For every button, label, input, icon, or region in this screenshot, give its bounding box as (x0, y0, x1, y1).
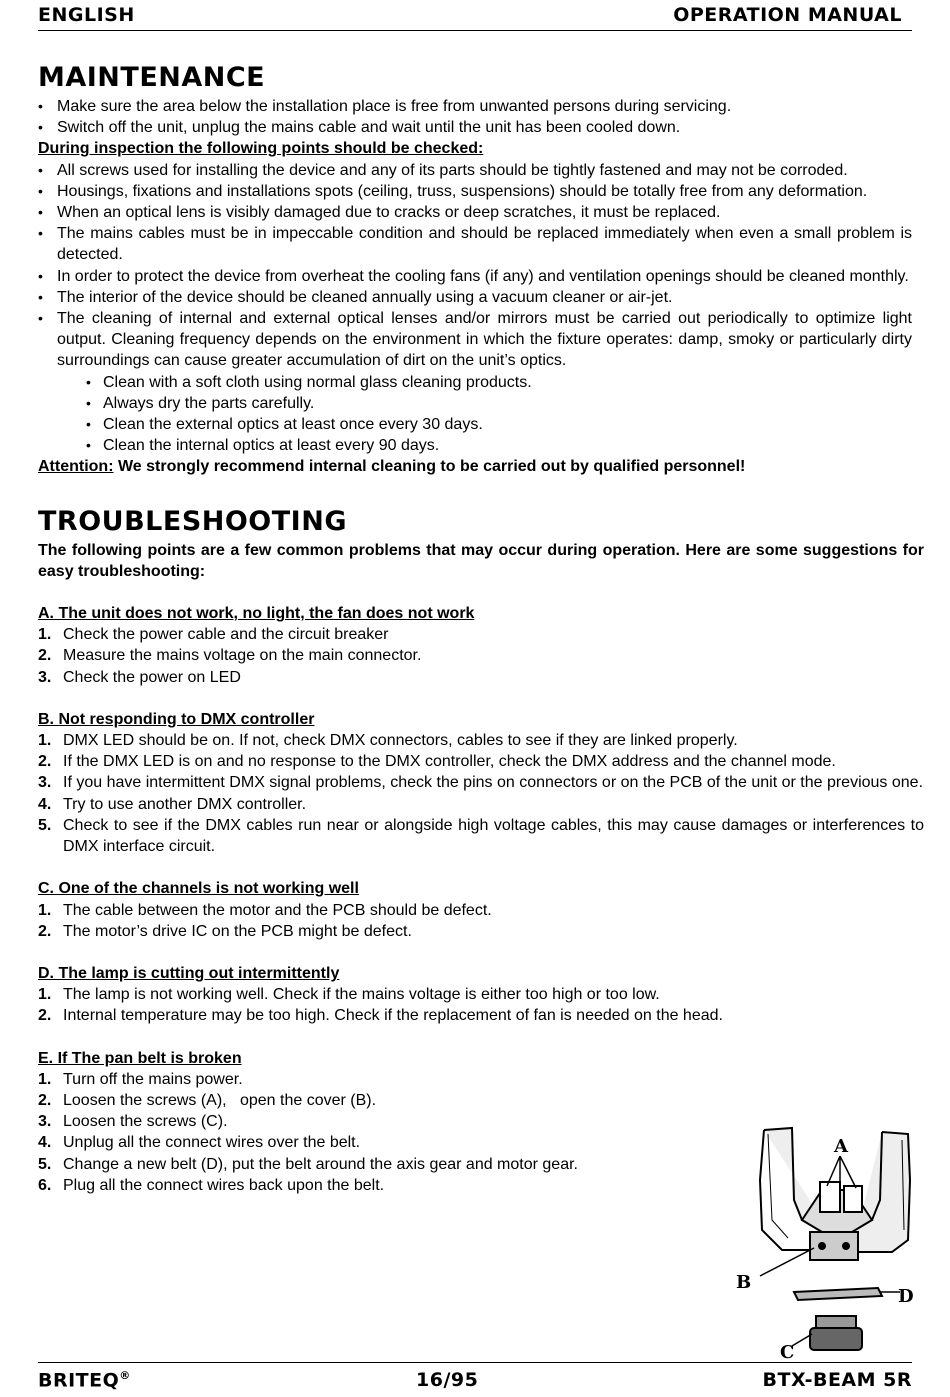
page-footer (38, 1362, 912, 1397)
list-item: 3. Loosen the screws (C). (38, 1113, 228, 1131)
list-item: 3. Check the power on LED (38, 668, 241, 686)
list-item: 3. If you have intermittent DMX signal problems, check the pins on connectors or on the PCB of the unit or the previous one. (38, 774, 924, 792)
list-item: 1. DMX LED should be on. If not, check DMX connectors, cables to see if they are linked properly. (38, 732, 738, 750)
footer-brand: BRITEQ® (38, 1369, 131, 1392)
list-item: • The mains cables must be in impeccable condition and should be replaced immediately when even a small problem is detected. (38, 223, 912, 265)
header-language: ENGLISH (38, 4, 135, 26)
section-c-list (38, 900, 924, 942)
list-item: 2. Internal temperature may be too high. Check if the replacement of fan is needed on the head. (38, 1007, 723, 1025)
footer-page-number: 16/95 (416, 1369, 479, 1391)
page-content (38, 60, 924, 1196)
section-b-heading: B. Not responding to DMX controller (38, 710, 315, 728)
section-a-heading: A. The unit does not work, no light, the fan does not work (38, 605, 475, 623)
cleaning-sub-list (38, 372, 912, 457)
header-doc-title: OPERATION MANUAL (673, 4, 902, 26)
section-e-heading: E. If The pan belt is broken (38, 1049, 242, 1067)
diagram-label-c: C (780, 1342, 795, 1360)
list-item: 1. Turn off the mains power. (38, 1070, 243, 1088)
list-item: 2. Loosen the screws (A), open the cover (B). (38, 1091, 377, 1109)
section-d-heading: D. The lamp is cutting out intermittently (38, 964, 340, 982)
list-item: • When an optical lens is visibly damaged due to cracks or deep scratches, it must be replaced. (38, 202, 912, 223)
pan-belt-diagram (732, 1120, 918, 1360)
list-item: • In order to protect the device from overheat the cooling fans (if any) and ventilation openings should be cleaned monthly. (38, 266, 912, 287)
footer-model: BTX-BEAM 5R (762, 1369, 912, 1391)
troubleshooting-intro: The following points are a few common problems that may occur during operation. Here are some suggestions for easy troubleshooting: (38, 541, 924, 580)
maintenance-top-list (38, 96, 912, 138)
list-item: 5. Change a new belt (D), put the belt around the axis gear and motor gear. (38, 1155, 578, 1173)
inspection-list (38, 160, 912, 372)
diagram-label-d: D (898, 1286, 914, 1307)
inspection-heading: During inspection the following points should be checked: (38, 140, 484, 158)
section-d-list (38, 984, 738, 1026)
list-item: 4. Try to use another DMX controller. (38, 795, 307, 813)
troubleshooting-section (38, 504, 924, 1196)
attention-label: Attention: (38, 458, 114, 476)
diagram-label-a: A (834, 1136, 848, 1157)
troubleshooting-title: TROUBLESHOOTING (38, 505, 347, 537)
list-item: • All screws used for installing the device and any of its parts should be tightly fastened and may not be corroded. (38, 160, 912, 181)
section-a-list (38, 624, 924, 688)
list-item: 4. Unplug all the connect wires over the belt. (38, 1134, 361, 1152)
list-item: • Clean the external optics at least once every 30 days. (86, 414, 912, 435)
list-item: • Make sure the area below the installation place is free from unwanted persons during servicing. (38, 96, 912, 117)
page-header (38, 2, 912, 31)
list-item: 1. The lamp is not working well. Check if the mains voltage is either too high or too low. (38, 986, 660, 1004)
list-item: • Housings, fixations and installations spots (ceiling, truss, suspensions) should be totally free from any deformation. (38, 181, 912, 202)
list-item: 2. If the DMX LED is on and no response to the DMX controller, check the DMX address and the channel mode. (38, 753, 836, 771)
list-item: • Switch off the unit, unplug the mains cable and wait until the unit has been cooled down. (38, 117, 912, 138)
diagram-label-b: B (736, 1272, 752, 1293)
attention-note (38, 456, 912, 477)
attention-text: We strongly recommend internal cleaning to be carried out by qualified personnel! (113, 458, 746, 476)
maintenance-title: MAINTENANCE (38, 62, 266, 93)
list-item: • The cleaning of internal and external optical lenses and/or mirrors must be carried out periodically to optimize light output. Cleaning frequency depends on the environment in which the fixture operates: damp, smoky or particularly dirty surroundings can cause greater accumulation of dirt on the unit’s optics. (38, 308, 912, 372)
list-item: 5. Check to see if the DMX cables run near or alongside high voltage cables, this may cause damages or interferences to DMX interface circuit. (38, 816, 924, 856)
list-item: 1. Check the power cable and the circuit breaker (38, 626, 389, 644)
list-item: 1. The cable between the motor and the PCB should be defect. (38, 901, 492, 919)
list-item: • Always dry the parts carefully. (86, 393, 912, 414)
list-item: 6. Plug all the connect wires back upon the belt. (38, 1176, 385, 1194)
section-b-list (38, 730, 924, 857)
list-item: • Clean the internal optics at least every 90 days. (86, 435, 912, 456)
list-item: 2. The motor’s drive IC on the PCB might be defect. (38, 922, 412, 940)
list-item: 2. Measure the mains voltage on the main connector. (38, 647, 422, 665)
list-item: • The interior of the device should be cleaned annually using a vacuum cleaner or air-jet. (38, 287, 912, 308)
section-c-heading: C. One of the channels is not working well (38, 880, 359, 898)
list-item: • Clean with a soft cloth using normal glass cleaning products. (86, 372, 912, 393)
